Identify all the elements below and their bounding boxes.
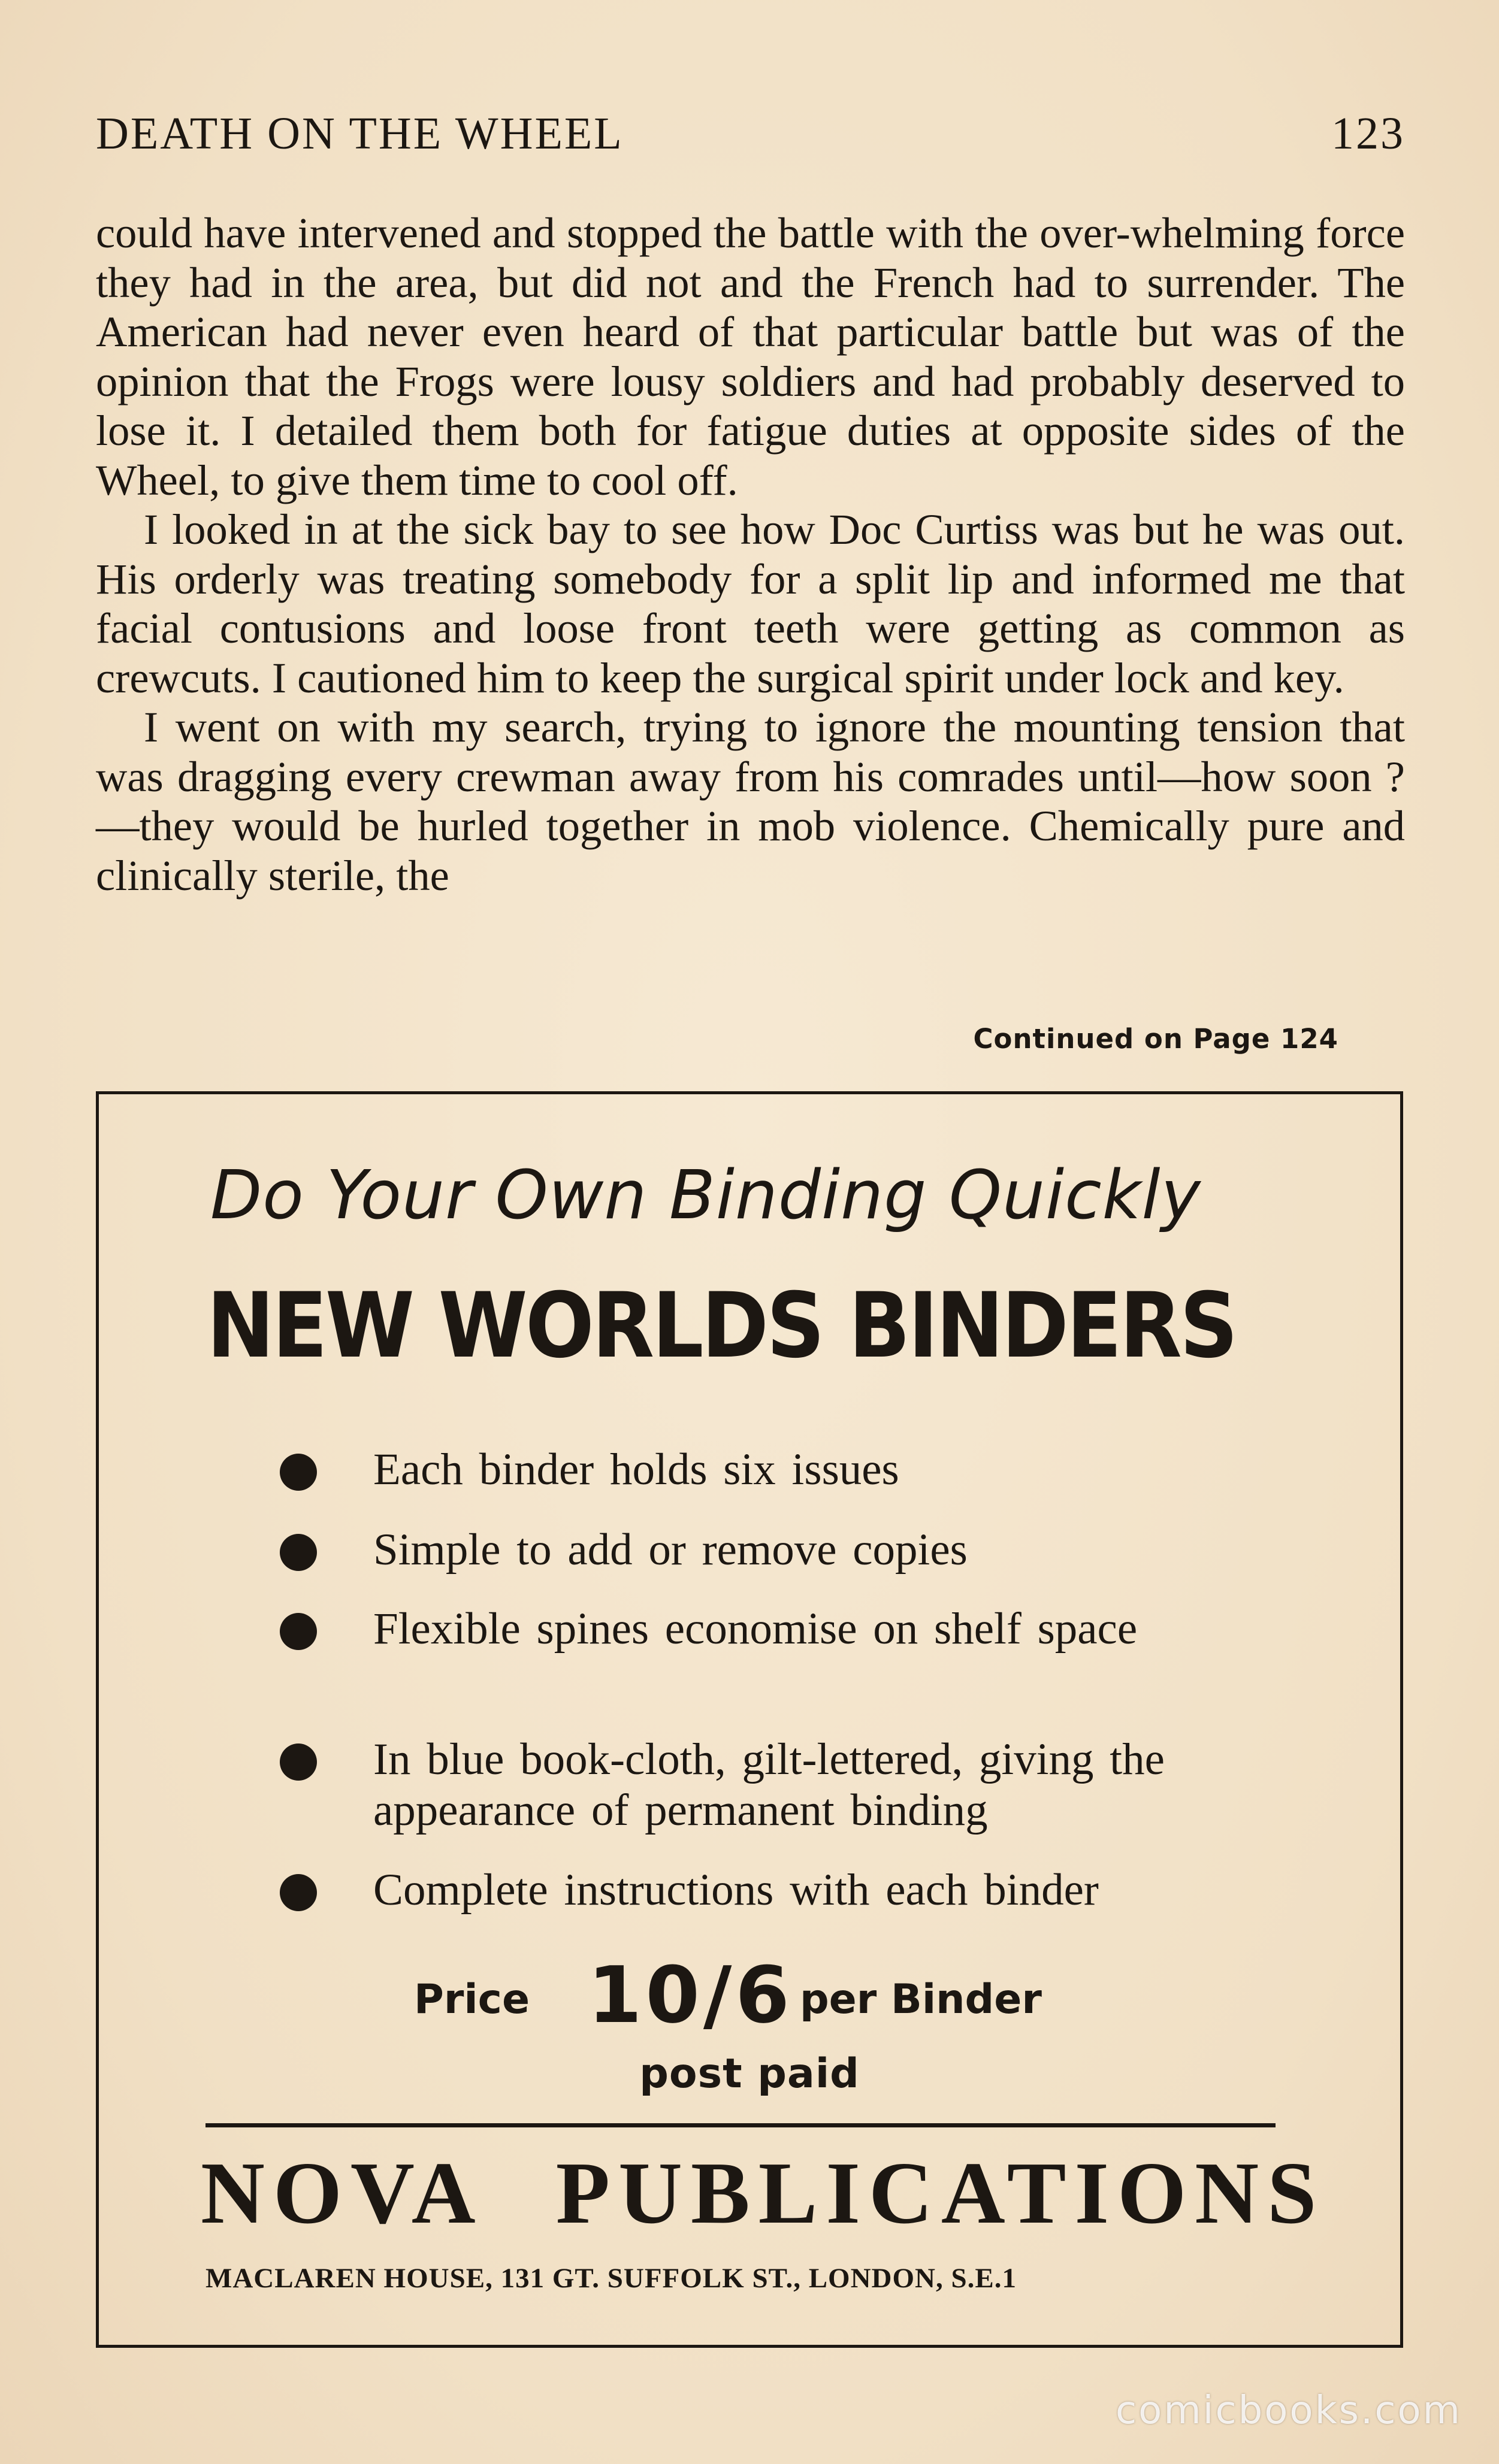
feature-text: Each binder holds six issues bbox=[373, 1445, 899, 1494]
story-text bbox=[96, 208, 1405, 900]
ad-tagline: Do Your Own Binding Quickly bbox=[210, 1157, 1201, 1234]
running-title: DEATH ON THE WHEEL bbox=[96, 108, 624, 159]
publisher-word: PUBLICATIONS bbox=[555, 2144, 1325, 2242]
paragraph: could have intervened and stopped the battle with the over-whelming force they had in the area, but did not and the French had to surrender. The American had never even heard of that particular battle but was of the opinion that the Frogs were lousy soldiers and had probably deserved to lose it. I detailed them both for fatigue duties at opposite sides of the Wheel, to give them time to cool off. bbox=[96, 208, 1405, 504]
feature-text: Complete instructions with each binder bbox=[373, 1865, 1099, 1915]
price-line bbox=[99, 1945, 1400, 2041]
site-watermark: comicbooks.com bbox=[1115, 2389, 1462, 2433]
bullet-dot-icon bbox=[280, 1534, 317, 1571]
price-value: 10/6 bbox=[588, 1950, 793, 2041]
ad-heading: NEW WORLDS BINDERS bbox=[207, 1274, 1236, 1378]
price-unit: per Binder bbox=[800, 1976, 1042, 2023]
divider-rule bbox=[205, 2123, 1276, 2127]
continued-note: Continued on Page 124 bbox=[973, 1023, 1338, 1055]
bullet-dot-icon bbox=[280, 1454, 317, 1491]
bullet-dot-icon bbox=[280, 1613, 317, 1650]
bullet-dot-icon bbox=[280, 1743, 317, 1781]
publisher-word: NOVA bbox=[201, 2144, 484, 2242]
paragraph: I went on with my search, trying to ignore the mounting tension that was dragging every crewman away from his comrades until—how soon ?—they would be hurled together in mob violence. Chemically pure and clinically sterile, the bbox=[96, 703, 1405, 900]
feature-text: Simple to add or remove copies bbox=[373, 1525, 968, 1575]
feature-text: Flexible spines economise on shelf space bbox=[373, 1604, 1138, 1654]
feature-text: In blue book-cloth, gilt-lettered, giving the appearance of permanent binding bbox=[373, 1735, 1165, 1835]
publisher-name bbox=[201, 2142, 1325, 2244]
publisher-address: MACLAREN HOUSE, 131 GT. SUFFOLK ST., LONDON, S.E.1 bbox=[205, 2263, 1017, 2294]
price-label: Price bbox=[414, 1976, 530, 2023]
binder-advertisement bbox=[96, 1091, 1403, 2348]
post-paid-note: post paid bbox=[639, 2050, 860, 2097]
bullet-dot-icon bbox=[280, 1874, 317, 1911]
running-header bbox=[96, 108, 1405, 168]
paragraph: I looked in at the sick bay to see how Doc Curtiss was but he was out. His orderly was treating somebody for a split lip and informed me that facial contusions and loose front teeth were getting as common as crewcuts. I cautioned him to keep the surgical spirit under lock and key. bbox=[96, 505, 1405, 702]
page-number: 123 bbox=[1331, 108, 1405, 159]
